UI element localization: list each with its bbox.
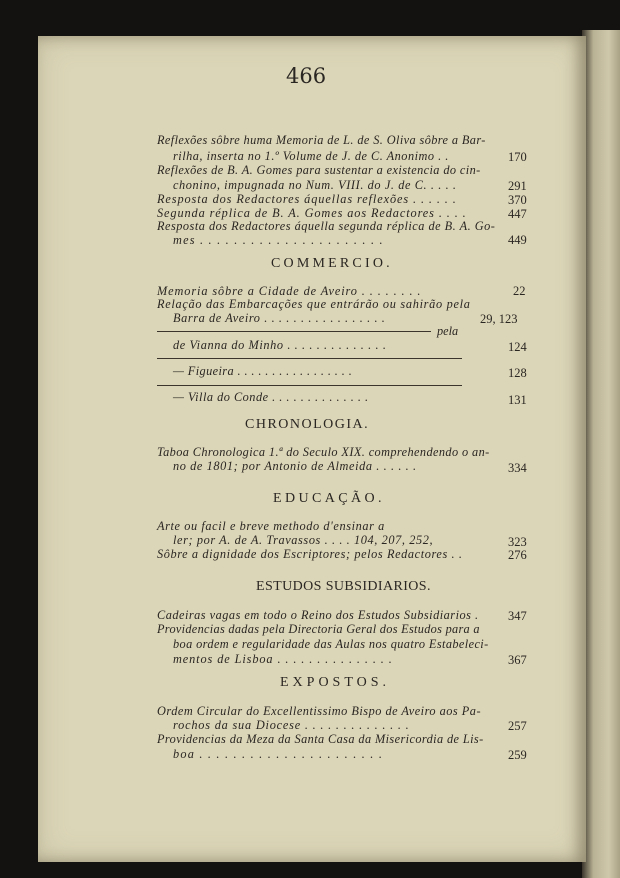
ditto-rule [157,331,431,332]
entry-page-number: 124 [508,340,527,354]
entry-line: pela [437,324,459,338]
ditto-rule [157,385,462,386]
entry-line: Barra de Aveiro . . . . . . . . . . . . . . . . . [173,311,386,325]
entry-page-number: 334 [508,461,527,475]
entry-page-number: 170 [508,150,527,164]
entry-line: Taboa Chronologica 1.ª do Seculo XIX. comprehendendo o an- [157,445,490,459]
section-heading-educacao: EDUCAÇÃO. [273,491,385,506]
entry-page-number: 257 [508,719,527,733]
entry-page-number: 22 [513,284,526,298]
entry-line: Cadeiras vagas em todo o Reino dos Estudos Subsidiarios . [157,608,479,622]
entry-page-number: 128 [508,366,527,380]
entry-line: Ordem Circular do Excellentissimo Bispo de Aveiro aos Pa- [157,704,482,718]
entry-line: Memoria sôbre a Cidade de Aveiro . . . . . . . . [157,284,422,298]
entry-line: Reflexões sôbre huma Memoria de L. de S. Oliva sôbre a Bar- [157,133,486,147]
entry-line: Sôbre a dignidade dos Escriptores; pelos Redactores . . [157,547,463,561]
entry-line: Providencias da Meza da Santa Casa da Misericordia de Lis- [157,732,484,746]
entry-line: boa . . . . . . . . . . . . . . . . . . . . . . [173,747,384,761]
entry-page-number: 29, 123 [480,312,518,326]
entry-line: — Figueira . . . . . . . . . . . . . . . . . [173,364,353,378]
entry-page-number: 131 [508,393,527,407]
entry-line: rochos da sua Diocese . . . . . . . . . . . . . . [173,718,410,732]
entry-line: de Vianna do Minho . . . . . . . . . . . . . . [173,338,387,352]
entry-line: boa ordem e regularidade das Aulas nos quatro Estabeleci- [173,637,489,651]
entry-line: Resposta dos Redactores áquella segunda réplica de B. A. Go- [157,219,496,233]
book-spine-edge [582,30,620,878]
entry-line: rilha, inserta no 1.º Volume de J. de C. Anonimo . . [173,149,449,163]
page-number: 466 [286,64,327,88]
entry-page-number: 276 [508,548,527,562]
entry-line: Reflexões de B. A. Gomes para sustentar a existencia do cin- [157,163,481,177]
section-heading-expostos: EXPOSTOS. [280,675,391,690]
entry-line: chonino, impugnada no Num. VIII. do J. de C. . . . . [173,178,457,192]
entry-line: — Villa do Conde . . . . . . . . . . . . . . [173,390,369,404]
entry-line: mes . . . . . . . . . . . . . . . . . . . . . . [173,233,384,247]
entry-line: Relação das Embarcações que entrárão ou sahirão pela [157,297,471,311]
entry-page-number: 347 [508,609,527,623]
entry-line: Arte ou facil e breve methodo d'ensinar a [157,519,385,533]
entry-page-number: 370 [508,193,527,207]
section-heading-chronologia: CHRONOLOGIA. [245,417,370,432]
entry-line: Resposta dos Redactores áquellas reflexões . . . . . . [157,192,457,206]
entry-line: mentos de Lisboa . . . . . . . . . . . . . . . [173,652,393,666]
entry-page-number: 291 [508,179,527,193]
entry-page-number: 259 [508,748,527,762]
entry-page-number: 323 [508,535,527,549]
entry-page-number: 367 [508,653,527,667]
ditto-rule [157,358,462,359]
entry-page-number: 449 [508,233,527,247]
entry-line: Providencias dadas pela Directoria Geral dos Estudos para a [157,622,480,636]
section-heading-estudos: ESTUDOS SUBSIDIARIOS. [256,579,431,594]
entry-line: ler; por A. de A. Travassos . . . . 104, 207, 252, [173,533,434,547]
entry-line: no de 1801; por Antonio de Almeida . . . . . . [173,459,417,473]
entry-line: Segunda réplica de B. A. Gomes aos Redactores . . . . [157,206,467,220]
entry-page-number: 447 [508,207,527,221]
section-heading-commercio: COMMERCIO. [271,256,393,271]
